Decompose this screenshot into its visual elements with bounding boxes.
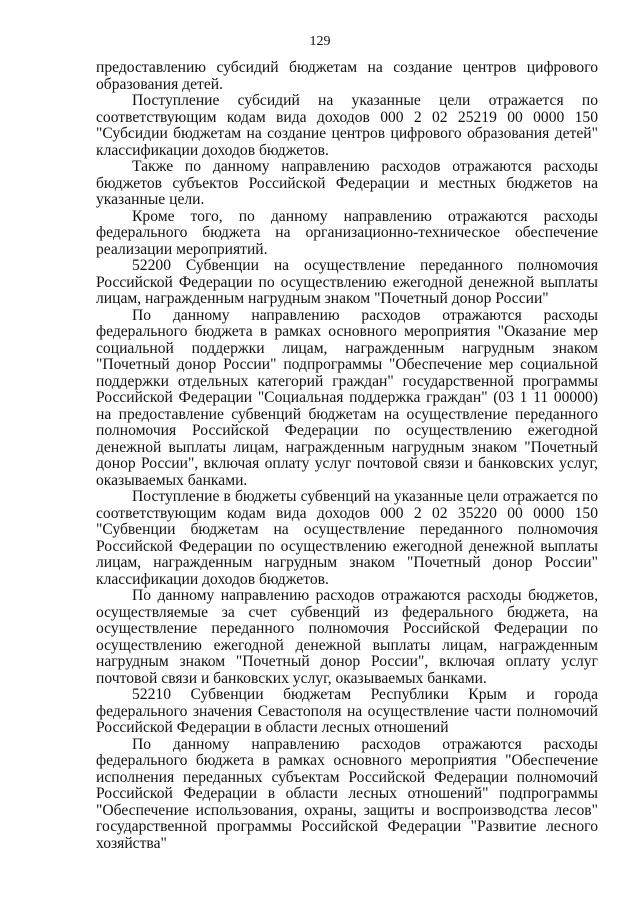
document-body	[96, 60, 598, 852]
section-heading-52210: 52210 Субвенции бюджетам Республики Крым и города федерального значения Севастополя на осуществление части полномочий Российской Федерации в области лесных отношений	[96, 686, 598, 736]
paragraph-52200-federal: По данному направлению расходов отражаются расходы федерального бюджета в рамках основного мероприятия "Оказание мер социальной поддержки лицам, награжденным нагрудным знаком "Почетный донор России" подпрограммы "Обеспечение мер социальной поддержки отдельных категорий граждан" государственной программы Российской Федерации "Социальная поддержка граждан" (03 1 11 00000) на предоставление субвенций бюджетам на осуществление переданного полномочия Российской Федерации по осуществлению ежегодной денежной выплаты лицам, награжденным нагрудным знаком "Почетный донор России", включая оплату услуг почтовой связи и банковских услуг, оказываемых банками.	[96, 306, 598, 489]
paragraph-subsidy-income: Поступление субсидий на указанные цели отражается по соответствующим кодам вида доходов 000 2 02 25219 00 0000 150 "Субсидии бюджетам на создание центров цифрового образования детей" классификации доходов бюджетов.	[96, 92, 598, 159]
paragraph-52200-income: Поступление в бюджеты субвенций на указанные цели отражается по соответствующим кодам вида доходов 000 2 02 35220 00 0000 150 "Субвенции бюджетам на осуществление переданного полномочия Российской Федерации по осуществлению ежегодной денежной выплаты лицам, награжденным нагрудным знаком "Почетный донор России" классификации доходов бюджетов.	[96, 488, 598, 588]
paragraph-regional-expenses: Также по данному направлению расходов отражаются расходы бюджетов субъектов Российской Федерации и местных бюджетов на указанные цели.	[96, 158, 598, 208]
paragraph-52210-federal: По данному направлению расходов отражаются расходы федерального бюджета в рамках основного мероприятия "Обеспечение исполнения переданных субъектам Российской Федерации полномочий Российской Федерации в области лесных отношений" подпрограммы "Обеспечение использования, охраны, защиты и воспроизводства лесов" государственной программы Российской Федерации "Развитие лесного хозяйства"	[96, 735, 598, 852]
paragraph-continuation: предоставлению субсидий бюджетам на создание центров цифрового образования детей.	[96, 59, 598, 93]
paragraph-52200-budget-expenses: По данному направлению расходов отражаются расходы бюджетов, осуществляемые за счет субвенций из федерального бюджета, на осуществление переданного полномочия Российской Федерации по осуществлению ежегодной денежной выплаты лицам, награжденным нагрудным знаком "Почетный донор России", включая оплату услуг почтовой связи и банковских услуг, оказываемых банками.	[96, 587, 598, 687]
section-heading-52200: 52200 Субвенции на осуществление переданного полномочия Российской Федерации по осуществлению ежегодной денежной выплаты лицам, награжденным нагрудным знаком "Почетный донор России"	[96, 257, 598, 307]
paragraph-federal-expenses: Кроме того, по данному направлению отражаются расходы федерального бюджета на организационно-техническое обеспечение реализации мероприятий.	[96, 207, 598, 258]
page-number: 129	[309, 34, 331, 49]
